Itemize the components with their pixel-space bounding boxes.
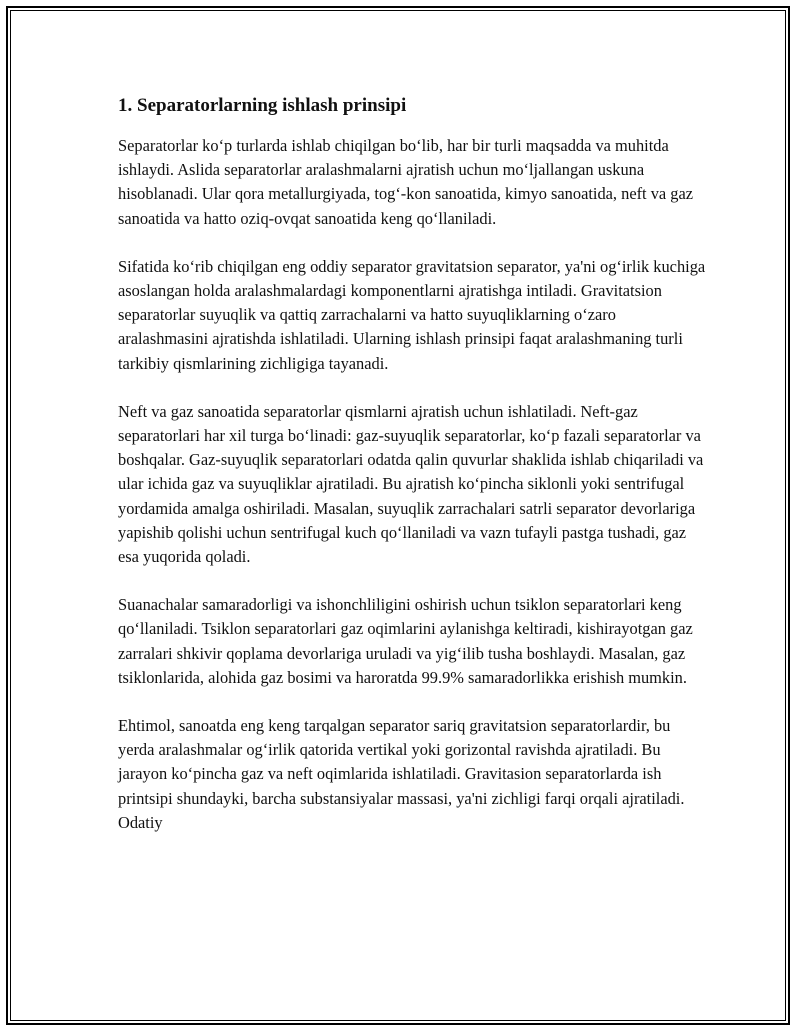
paragraph-4: Suanachalar samaradorligi va ishonchliligini oshirish uchun tsiklon separatorlari keng qo‘llaniladi. Tsiklon separatorlari gaz oqimlarini aylanishga keltiradi, kishirayotgan gaz zarralari shkivir qoplama devorlariga uruladi va yig‘ilib tusha boshlaydi. Masalan, gaz tsiklonlarida, alohida gaz bosimi va haroratda 99.9% samaradorlikka erishish mumkin. [118,595,693,687]
document-body [118,92,708,859]
paragraph-2: Sifatida ko‘rib chiqilgan eng oddiy separator gravitatsion separator, ya'ni og‘irlik kuchiga asoslangan holda aralashmalardagi komponentlarni ajratishga intiladi. Gravitatsion separatorlar suyuqlik va qattiq zarrachalarni va hatto suyuqliklarning o‘zaro aralashmasini ajratishda ishlatiladi. Ularning ishlash prinsipi faqat aralashmaning turli tarkibiy qismlarining zichligiga tayanadi. [118,256,706,373]
paragraph-5: Ehtimol, sanoatda eng keng tarqalgan separator sariq gravitatsion separatorlardir, bu yerda aralashmalar og‘irlik qatorida vertikal yoki gorizontal ravishda ajratiladi. Bu jarayon ko‘pincha gaz va neft oqimlarida ishlatiladi. Gravitasion separatorlarda ish printsipi shundayki, barcha substansiyalar massasi, ya'ni zichligi farqi orqali ajratiladi. Odatiy [118,716,685,832]
section-heading: 1. Separatorlarning ishlash prinsipi [118,95,407,116]
paragraph-3: Neft va gaz sanoatida separatorlar qismlarni ajratish uchun ishlatiladi. Neft-gaz separatorlari har xil turga bo‘linadi: gaz-suyuqlik separatorlar, ko‘p fazali separatorlar va boshqalar. Gaz-suyuqlik separatorlari odatda qalin quvurlar shaklida ishlab chiqariladi va ular ichida gaz va suyuqliklar ajratiladi. Bu ajratish ko‘pincha siklonli yoki sentrifugal yordamida amalga oshiriladi. Masalan, suyuqlik zarrachalari satrli separator devorlariga yapishib qolishi uchun sentrifugal kuch qo‘llaniladi va vazn tufayli pastga tushadi, gaz esa yuqorida qoladi. [118,401,704,567]
paragraph-1: Separatorlar ko‘p turlarda ishlab chiqilgan bo‘lib, har bir turli maqsadda va muhitda ishlaydi. Aslida separatorlar aralashmalarni ajratish uchun mo‘ljallangan uskuna hisoblanadi. Ular qora metallurgiyada, tog‘-kon sanoatida, kimyo sanoatida, neft va gaz sanoatida va hatto oziq-ovqat sanoatida keng qo‘llaniladi. [118,136,694,228]
